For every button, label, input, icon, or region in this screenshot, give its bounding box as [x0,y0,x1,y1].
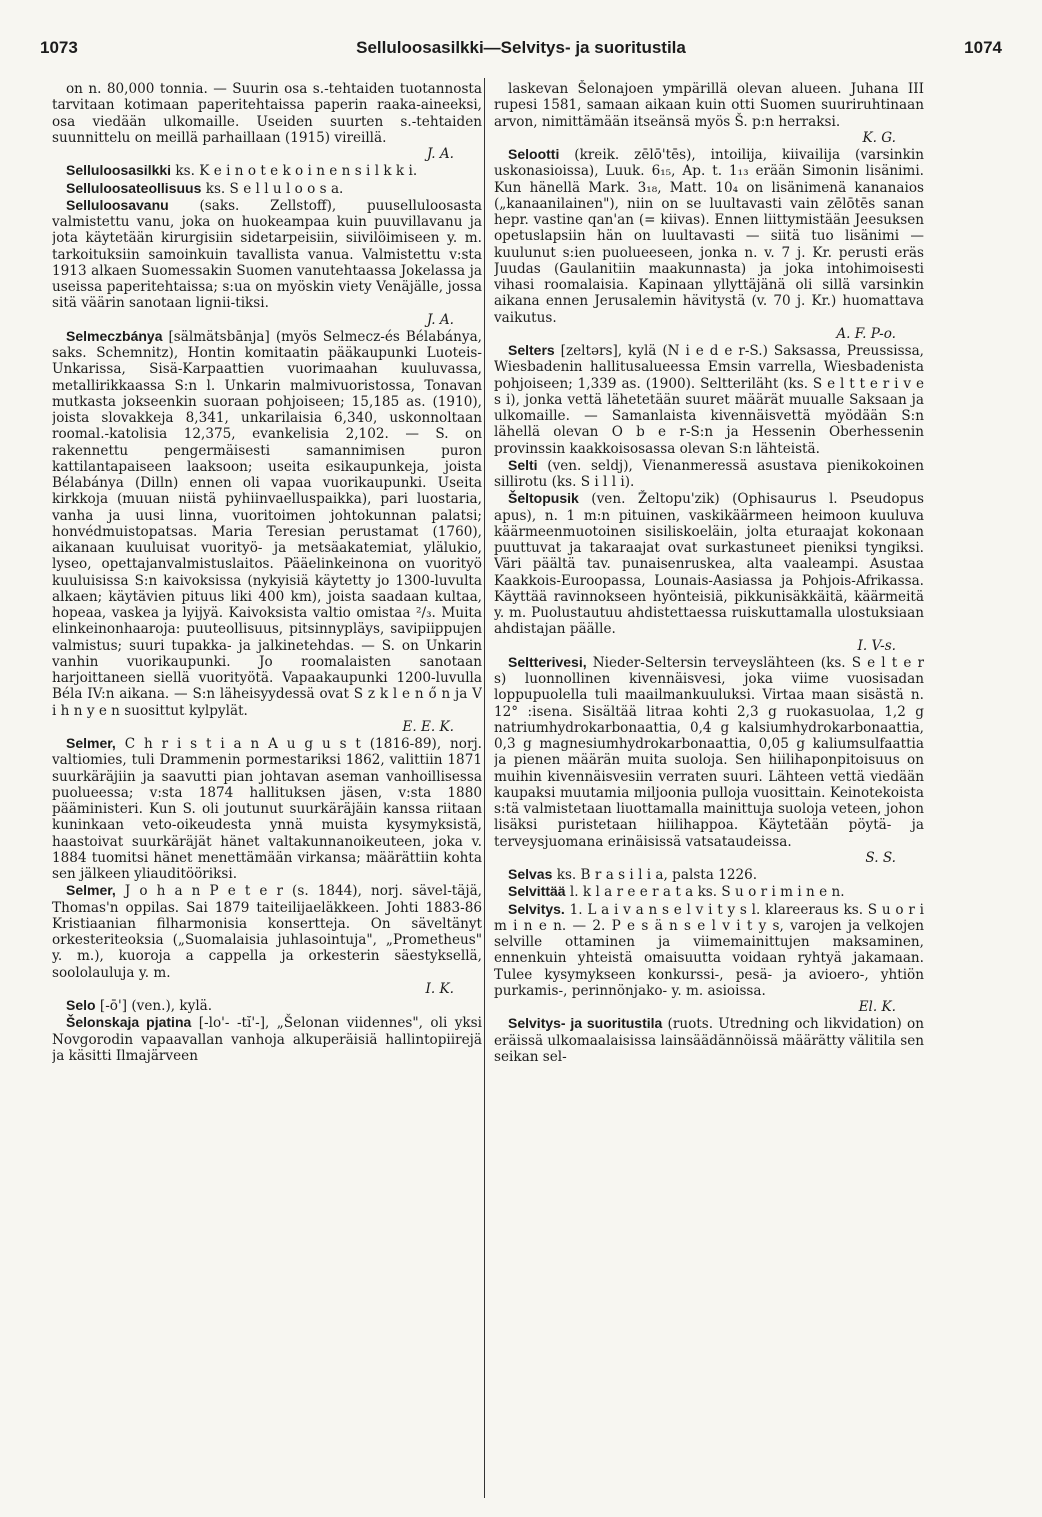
right-column [494,80,924,1500]
entry: Selmer, J o h a n P e t e r (s. 1844), norj. sävel-täjä, Thomas'n oppilas. Sai 1879 taiteilijaeläkkeen. Johti 1883-86 Kristiaanian filharmonisia konsertteja. On säveltänyt orkesteriteoksia („Suomalaisia juhlasointuja", „Prometheus" y. m.), kuoroja a cappella ja orkesterin säestyksellä, soololauluja y. m. I. K. [52,882,482,997]
entry: Selti (ven. seldj), Vienanmeressä asustava pienikokoinen sillirotu (ks. S i l l i). [494,456,924,490]
entry: Selters [zeltərs], kylä (N i e d e r-S.) Saksassa, Preussissa, Wiesbadenin hallitusalueessa Emsin varrella, Wiesbadenista pohjoiseen; 1,339 as. (1900). Seltteriläht (ks. S e l t t e r i v e s i), jonka vettä lähetetään suuret määrät muualle Saksaan ja ulkomaille. — Samanlaista kivennäisvettä myödään S:n lähellä olevan O b e r-S:n ja Hessenin Oberhessenin provinssin kaakkoisosassa olevan S:n lähteistä. [494,342,924,457]
entry: Šeltopusik (ven. Želtopu'zik) (Ophisaurus l. Pseudopus apus), n. 1 m:n pituinen, vaskikäärmeen heimoon kuuluva käärmeenmuotoinen sisiliskoeläin, jolta eturaajat kokonaan puuttuvat ja takaraajat ovat surkastuneet pieniksi tyngiksi. Väri päältä tav. punaisenruskea, alta vaaleampi. Asustaa Kaakkois-Euroopassa, Lounais-Aasiassa ja Pohjois-Afrikassa. Käyttää ravinnokseen hyönteisiä, pikkunisäkkäitä, käärmeitä y. m. Puolustautuu ahdistettaessa ruiskuttamalla ulostuksiaan ahdistajan päälle. I. V-s. [494,490,924,654]
entry: laskevan Šelonajoen ympärillä olevan alueen. Juhana III rupesi 1581, samaan aikaan kuin otti Suomen suuriruhtinaan arvon, nimittämään itseänsä myös Š. p:n herraksi. K. G. [494,81,924,146]
entry: Selvittää l. k l a r e e r a t a ks. S u o r i m i n e n. [508,883,845,901]
entry: Selmer, C h r i s t i a n A u g u s t (1816-89), norj. valtiomies, tuli Drammenin pormestariksi 1862, valittiin 1871 suurkäräjiin ja saavutti pian johtavan aseman vanhoillisessa puolueessa; v:sta 1874 hallituksen jäsen, v:sta 1880 pääministeri. Kun S. oli joutunut suurkäräjäin kanssa riitaan kuninkaan veto-oikeudesta ynnä muista kysymyksistä, haastoivat suurkäräjät hänet valtakunnanoikeuteen, joka v. 1884 tuomitsi hänet menettämään virkansa; määrättiin kohta sen jälkeen yliauditööriksi. [52,735,482,882]
page-number-left: 1073 [40,38,78,57]
page-header [40,38,1002,62]
entry: Selluloosasilkki ks. K e i n o t e k o i n e n s i l k k i. [66,162,418,180]
entry: Selootti (kreik. zēlō'tēs), intoilija, kiivailija (varsinkin uskonasioissa), Luuk. 6₁₅, Ap. t. 1₁₃ erään Simonin lisänimi. Kun hänellä Mark. 3₁₈, Matt. 10₄ on lisänimenä kananaios („kanaanilainen"), niin on se luultavasti vain zēlōtēs sanan hepr. vastine qan'an (= kiivas). Ennen liittymistään Jeesuksen opetuslapsiin hän on luultavasti — siitä tuo lisänimi — kuulunut s:ien puolueeseen, jonka n. v. 7 j. Kr. perusti eräs Juudas (Gaulanitiin maakunnasta) ja joka intohimoisesti vihasi roomalaisia. Kapinaan yllyttäjänä oli sillä varsinkin aikana ennen Jerusalemin hävitystä (v. 70 j. Kr.) huomattava vaikutus. A. F. P-o. [494,146,924,342]
entry: Selo [-ō'] (ven.), kylä. [66,997,213,1014]
entry: Selvas ks. B r a s i l i a, palsta 1226. [508,866,758,883]
entry: on n. 80,000 tonnia. — Suurin osa s.-tehtaiden tuotannosta tarvitaan kotimaan paperitehtaissa paperin raaka-aineeksi, osa viedään ulkomaille. Useiden suurten s.-tehtaiden suunnittelu on meillä parhaillaan (1915) vireillä. J. A. [52,81,482,162]
left-column [52,80,482,1500]
entry: Selluloosavanu (saks. Zellstoff), puuselluloosasta valmistettu vanu, joka on huokeampaa kuin puuvillavanu ja jota käytetään kirurgisiin sidetarpeisiin, siivilöimiseen y. m. tarkoituksiin samoinkuin tavallista vanua. Valmistettu v:sta 1913 alkaen Suomessakin Suomen vanutehtaassa Jokelassa ja useissa paperitehtaissa; s:ua on myöskin viety Venäjälle, jossa sitä väärin sanotaan lignii-tiksi. J. A. [52,196,482,328]
entry: Seltterivesi, Nieder-Seltersin terveyslähteen (ks. S e l t e r s) luonnollinen kivennäisvesi, joka viime vuosisadan loppupuolella tuli maailmankuuluksi. Virtaa maan sisästä n. 12° :isena. Sisältää litraa kohti 2,3 g ruokasuolaa, 1,2 g natriumhydrokarbonaattia, 0,4 g kalsiumhydrokarbonaattia, 0,3 g magnesiumhydrokarbonaattia, 0,05 g kaliumsulfaattia ja pienen määrän muita suoloja. Sen hiilihaponpitoisuus on muihin kivennäisvesiin verraten suuri. Lähteen vettä viedään kaupaksi muutamia miljoonia pulloja vuosittain. Keinotekoista s:tä valmistetaan liuottamalla mainittuja suoloja veteen, johon lisäksi puristetaan hiilihappoa. Käytetään pöytä- ja terveysjuomana erinäisissä vatsataudeissa. S. S. [494,653,924,866]
column-divider [484,78,485,1498]
entry: Selluloosateollisuus ks. S e l l u l o o s a. [66,179,344,197]
running-title: Selluloosasilkki—Selvitys- ja suoritustila [356,38,686,57]
entry: Selvitys. 1. L a i v a n s e l v i t y s l. klareeraus ks. S u o r i m i n e n. — 2. P e s ä n s e l v i t y s, varojen ja velkojen selville ottaminen ja viimemainittujen maksaminen, ennenkuin yhteistä omaisuutta voidaan ryhtyä jakamaan. Tulee kysymykseen konkurssi-, pesä- ja avioero-, yhtiön purkamis-, perinnönjako- y. m. asioissa. El. K. [494,900,924,1015]
page-number-right: 1074 [964,38,1002,57]
entry: Selvitys- ja suoritustila (ruots. Utredning och likvidation) on eräissä ulkomaalaisissa lainsäädännöissä määrätty välitila sen seikan sel- [494,1015,924,1065]
entry: Šelonskaja pjatina [-lo'- -tĭ'-], „Šelonan viidennes", oli yksi Novgorodin vapaavallan vanhoja alkuperäisiä hallintopiirejä ja käsitti Ilmajärveen [52,1014,482,1064]
entry: Selmeczbánya [sälmätsbānja] (myös Selmecz-és Bélabánya, saks. Schemnitz), Hontin komitaatin pääkaupunki Luoteis-Unkarissa, Sisä-Karpaattien vuorimaahan kuuluvassa, metallirikkaassa S:n l. Unkarin malmivuoristossa, Tonavan mutkasta jokseenkin suoraan pohjoiseen; 15,185 as. (1910), joista slovakkeja 8,341, unkarilaisia 6,340, uskonnoltaan roomal.-katolisia 12,375, evankelisia 2,102. — S. on rakennettu pengermäisesti samannimisen puron kattilantapaiseen laaksoon; useita esikaupunkeja, joista Bélabánya (Dilln) ennen oli vapaa vuorikaupunki. Useita kirkkoja (muuan niistä pyhiinvaelluspaikka), pari luostaria, vanha ja uusi linna, vuoritoimen johtokunnan palatsi; honvédmuistopatsas. Maria Teresian perustamat (1760), aikanaan kuuluisat vuorityö- ja metsäakatemiat, ylälukio, lyseo, opettajanvalmistuslaitos. Pääelinkeinona on vuorityö kuuluisissa S:n kaivoksissa (nykyisiä käytetty jo 1300-luvulta alkaen; käytävien pituus liki 400 km), joista saadaan kultaa, hopeaa, vaskea ja lyijyä. Kaivoksista valtio omistaa ²/₃. Muita elinkeinonhaaroja: puuteollisuus, pitsinnypläys, savipiippujen valmistus; suuri tupakka- ja jalkinetehdas. — S. on Unkarin vanhin vuorikaupunki. Jo roomalaisten sanotaan harjoittaneen siellä vuorityötä. Vapaakaupunki 1200-luvulla Béla IV:n aikana. — S:n läheisyydessä ovat S z k l e n ő n ja V i h n y e n suosittut kylpylät. E. E. K. [52,327,482,735]
